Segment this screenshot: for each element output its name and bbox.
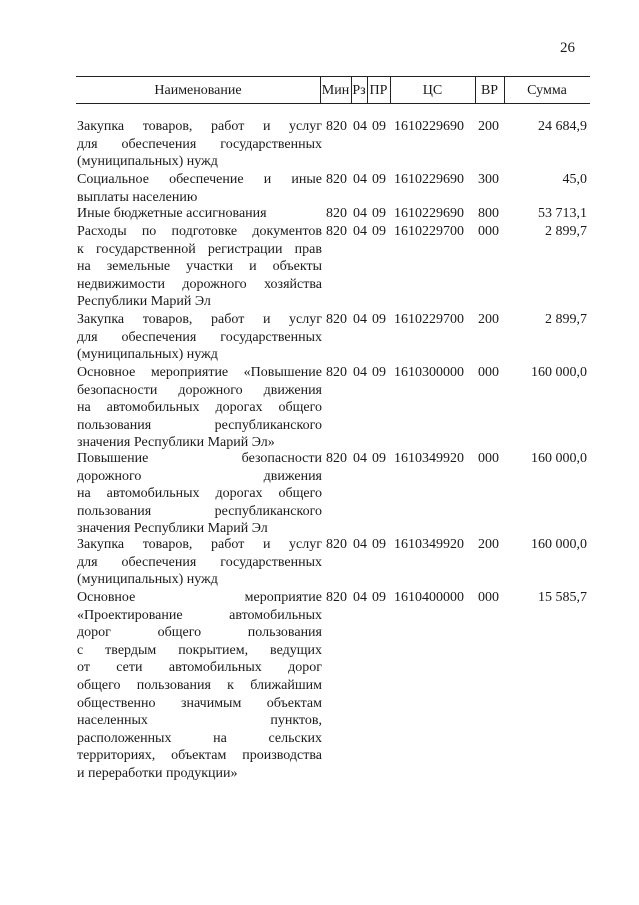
cell-min: 820 xyxy=(326,537,347,552)
cell-cs: 1610349920 xyxy=(394,537,464,552)
cell-min: 820 xyxy=(326,119,347,134)
header-rz: Рз xyxy=(352,83,366,98)
cell-vr: 800 xyxy=(478,206,499,221)
row-name-line: значения Республики Марий Эл» xyxy=(77,435,275,451)
row-name-line: (муниципальных) нужд xyxy=(77,572,218,588)
cell-pr: 09 xyxy=(372,537,386,552)
header-top-rule xyxy=(76,76,590,77)
cell-rz: 04 xyxy=(353,224,367,239)
row-name-line: на земельные участки и объекты xyxy=(77,259,322,275)
row-name-line: (муниципальных) нужд xyxy=(77,154,218,170)
cell-cs: 1610229690 xyxy=(394,119,464,134)
cell-vr: 000 xyxy=(478,590,499,605)
row-name xyxy=(77,536,322,589)
cell-sum: 15 585,7 xyxy=(538,590,587,605)
cell-rz: 04 xyxy=(353,119,367,134)
row-name-line: Закупка товаров, работ и услуг xyxy=(77,119,322,134)
row-name-line: Расходы по подготовке документов xyxy=(77,224,322,239)
row-name xyxy=(77,118,322,171)
row-name-line: значения Республики Марий Эл xyxy=(77,521,268,537)
row-name-line: и переработки продукции» xyxy=(77,765,238,781)
row-name-line: выплаты населению xyxy=(77,189,198,205)
row-name-line: недвижимости дорожного хозяйства xyxy=(77,276,322,292)
row-name-line: расположенных на сельских xyxy=(77,730,322,746)
row-name-line: для обеспечения государственных xyxy=(77,329,322,345)
cell-rz: 04 xyxy=(353,590,367,605)
cell-pr: 09 xyxy=(372,206,386,221)
row-name-line: территориях, объектам производства xyxy=(77,748,322,764)
cell-cs: 1610300000 xyxy=(394,365,464,380)
cell-cs: 1610229700 xyxy=(394,224,464,239)
row-name-line: дорожного движения xyxy=(77,468,322,484)
cell-min: 820 xyxy=(326,590,347,605)
row-name-line: Основное мероприятие «Повышение xyxy=(77,365,322,380)
row-name-line: Закупка товаров, работ и услуг xyxy=(77,312,322,327)
row-name xyxy=(77,171,322,206)
row-name-line: Закупка товаров, работ и услуг xyxy=(77,537,322,552)
cell-rz: 04 xyxy=(353,312,367,327)
cell-sum: 160 000,0 xyxy=(531,365,587,380)
header-vr: ВР xyxy=(480,83,499,98)
cell-rz: 04 xyxy=(353,172,367,187)
cell-min: 820 xyxy=(326,172,347,187)
row-name-line: для обеспечения государственных xyxy=(77,136,322,152)
cell-sum: 160 000,0 xyxy=(531,537,587,552)
cell-min: 820 xyxy=(326,365,347,380)
row-name-line: на автомобильных дорогах общего xyxy=(77,400,322,416)
cell-pr: 09 xyxy=(372,312,386,327)
cell-pr: 09 xyxy=(372,172,386,187)
cell-pr: 09 xyxy=(372,365,386,380)
cell-rz: 04 xyxy=(353,451,367,466)
row-name xyxy=(77,205,322,223)
row-name-line: Повышение безопасности xyxy=(77,451,322,466)
cell-sum: 45,0 xyxy=(562,172,587,187)
row-name-line: дорог общего пользования xyxy=(77,625,322,641)
row-name-line: населенных пунктов, xyxy=(77,713,322,729)
cell-cs: 1610400000 xyxy=(394,590,464,605)
cell-sum: 24 684,9 xyxy=(538,119,587,134)
row-name-line: Основное мероприятие xyxy=(77,590,322,605)
row-name-line: общего пользования к ближайшим xyxy=(77,677,322,693)
cell-vr: 200 xyxy=(478,119,499,134)
cell-cs: 1610229700 xyxy=(394,312,464,327)
page-number: 26 xyxy=(560,40,575,56)
row-name-line: (муниципальных) нужд xyxy=(77,347,218,363)
row-name-line: пользования республиканского xyxy=(77,503,322,519)
row-name xyxy=(77,450,322,538)
cell-sum: 53 713,1 xyxy=(538,206,587,221)
row-name-line: пользования республиканского xyxy=(77,417,322,433)
row-name xyxy=(77,223,322,311)
cell-vr: 000 xyxy=(478,224,499,239)
row-name-line: для обеспечения государственных xyxy=(77,554,322,570)
cell-sum: 2 899,7 xyxy=(545,224,587,239)
row-name-line: общественно значимым объектам xyxy=(77,695,322,711)
row-name xyxy=(77,589,322,783)
cell-min: 820 xyxy=(326,312,347,327)
row-name xyxy=(77,311,322,364)
row-name xyxy=(77,364,322,452)
row-name-line: с твердым покрытием, ведущих xyxy=(77,642,322,658)
header-sum: Сумма xyxy=(527,83,567,98)
header-bottom-rule xyxy=(76,103,590,104)
cell-pr: 09 xyxy=(372,224,386,239)
cell-rz: 04 xyxy=(353,365,367,380)
cell-pr: 09 xyxy=(372,590,386,605)
cell-cs: 1610229690 xyxy=(394,172,464,187)
cell-min: 820 xyxy=(326,224,347,239)
cell-cs: 1610229690 xyxy=(394,206,464,221)
row-name-line: «Проектирование автомобильных xyxy=(77,607,322,623)
cell-rz: 04 xyxy=(353,206,367,221)
cell-cs: 1610349920 xyxy=(394,451,464,466)
cell-min: 820 xyxy=(326,206,347,221)
cell-vr: 300 xyxy=(478,172,499,187)
cell-sum: 2 899,7 xyxy=(545,312,587,327)
header-min: Мин xyxy=(321,83,350,98)
row-name-line: безопасности дорожного движения xyxy=(77,382,322,398)
cell-pr: 09 xyxy=(372,119,386,134)
row-name-line: Республики Марий Эл xyxy=(77,294,211,310)
cell-vr: 000 xyxy=(478,365,499,380)
cell-rz: 04 xyxy=(353,537,367,552)
row-name-line: от сети автомобильных дорог xyxy=(77,660,322,676)
row-name-line: на автомобильных дорогах общего xyxy=(77,486,322,502)
row-name-line: Иные бюджетные ассигнования xyxy=(77,206,267,221)
row-name-line: Социальное обеспечение и иные xyxy=(77,172,322,187)
cell-min: 820 xyxy=(326,451,347,466)
row-name-line: к государственной регистрации прав xyxy=(77,241,322,257)
cell-vr: 200 xyxy=(478,537,499,552)
cell-sum: 160 000,0 xyxy=(531,451,587,466)
header-name: Наименование xyxy=(154,83,242,98)
header-cs: ЦС xyxy=(422,83,443,98)
cell-vr: 200 xyxy=(478,312,499,327)
cell-pr: 09 xyxy=(372,451,386,466)
header-pr: ПР xyxy=(369,83,388,98)
cell-vr: 000 xyxy=(478,451,499,466)
